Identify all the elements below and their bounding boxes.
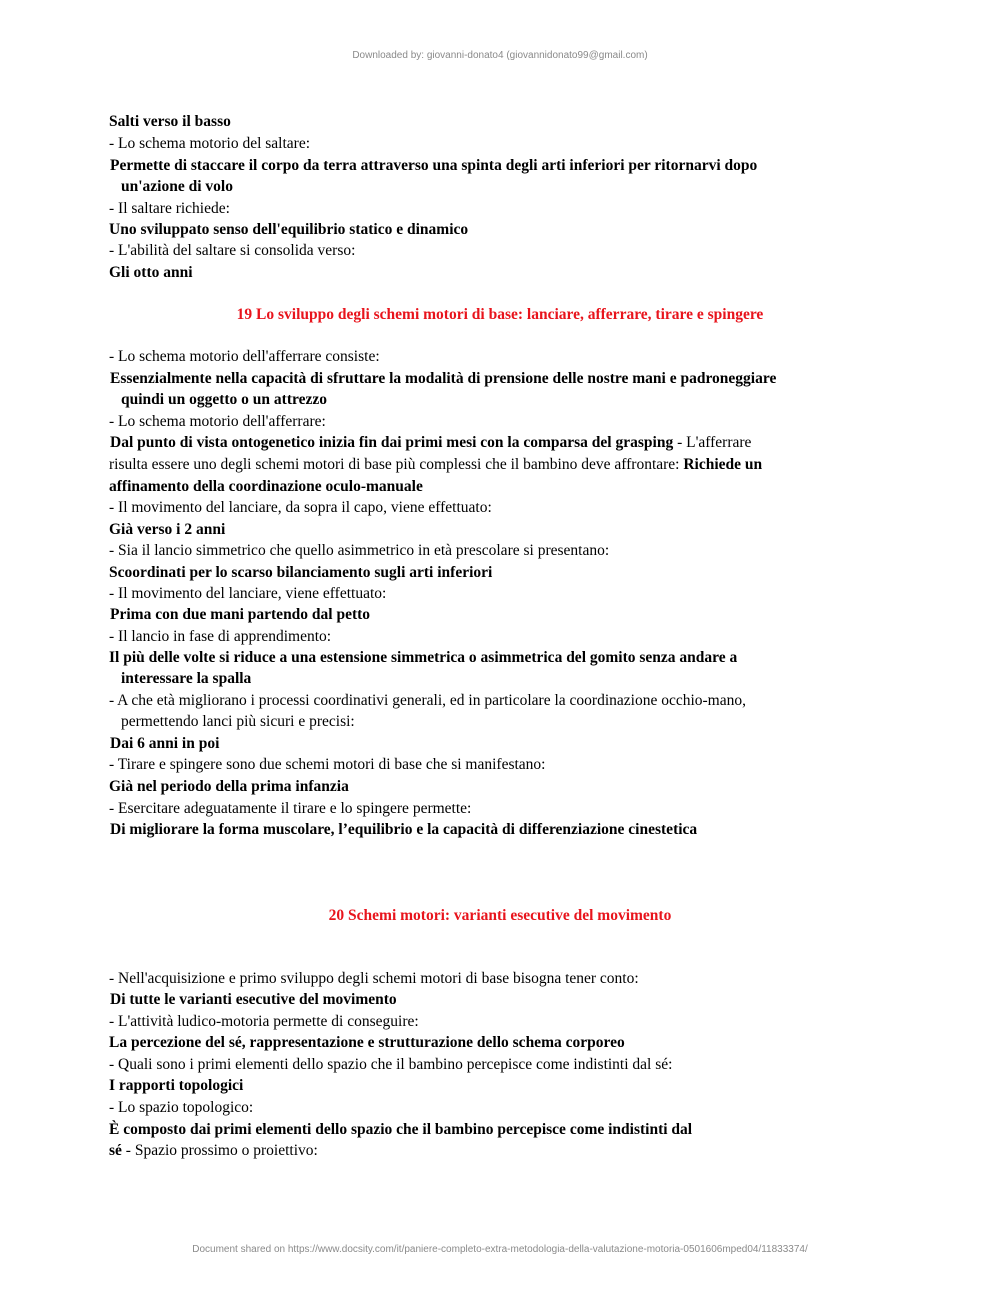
question-line: - Esercitare adeguatamente il tirare e lo spingere permette:: [109, 800, 472, 817]
question-line: - A che età migliorano i processi coordinativi generali, ed in particolare la coordinazione occhio-mano,: [109, 692, 746, 709]
answer-line: quindi un oggetto o un attrezzo: [121, 391, 327, 408]
answer-line: Gli otto anni: [109, 264, 193, 281]
answer-text: sé: [109, 1142, 122, 1159]
question-text: - Spazio prossimo o proiettivo:: [121, 1142, 318, 1159]
answer-line: un'azione di volo: [121, 178, 233, 195]
question-line: - Il saltare richiede:: [109, 200, 230, 217]
answer-text: Richiede un: [683, 456, 763, 473]
answer-line: È composto dai primi elementi dello spazio che il bambino percepisce come indistinti dal: [109, 1121, 693, 1138]
question-line: - Sia il lancio simmetrico che quello asimmetrico in età prescolare si presentano:: [109, 542, 610, 559]
download-note: Downloaded by: giovanni-donato4 (giovannidonato99@gmail.com): [352, 50, 648, 61]
answer-line: Già nel periodo della prima infanzia: [109, 778, 349, 795]
answer-line: Essenzialmente nella capacità di sfruttare la modalità di prensione delle nostre mani e padroneggiare: [110, 370, 777, 387]
answer-line: I rapporti topologici: [109, 1077, 244, 1094]
question-line: - Tirare e spingere sono due schemi motori di base che si manifestano:: [109, 756, 546, 773]
answer-line: affinamento della coordinazione oculo-manuale: [109, 478, 423, 495]
answer-line: La percezione del sé, rappresentazione e strutturazione dello schema corporeo: [109, 1034, 625, 1051]
question-line: - Quali sono i primi elementi dello spazio che il bambino percepisce come indistinti dal sé:: [109, 1056, 673, 1073]
answer-line: Permette di staccare il corpo da terra attraverso una spinta degli arti inferiori per ritornarvi dopo: [110, 157, 758, 174]
question-line: - L'attività ludico-motoria permette di conseguire:: [109, 1013, 419, 1030]
answer-line: Scoordinati per lo scarso bilanciamento sugli arti inferiori: [109, 564, 493, 581]
answer-line: Di migliorare la forma muscolare, l’equilibrio e la capacità di differenziazione cinestetica: [110, 821, 698, 838]
question-line: - Lo schema motorio del saltare:: [109, 135, 311, 152]
answer-line: Il più delle volte si riduce a una estensione simmetrica o asimmetrica del gomito senza andare a: [109, 649, 738, 666]
answer-line: interessare la spalla: [121, 670, 252, 687]
question-line: - Il movimento del lanciare, da sopra il capo, viene effettuato:: [109, 499, 492, 516]
question-line: - Il movimento del lanciare, viene effettuato:: [109, 585, 387, 602]
section-20-title: 20 Schemi motori: varianti esecutive del movimento: [328, 907, 672, 924]
shared-link-note: Document shared on https://www.docsity.com/it/paniere-completo-extra-metodologia-della-valutazione-motoria-0501606mped04/11833374/: [192, 1244, 808, 1255]
section-19-title: 19 Lo sviluppo degli schemi motori di base: lanciare, afferrare, tirare e spingere: [236, 306, 764, 323]
answer-line: Dai 6 anni in poi: [110, 735, 220, 752]
question-line: - Il lancio in fase di apprendimento:: [109, 628, 332, 645]
answer-line: Uno sviluppato senso dell'equilibrio statico e dinamico: [109, 221, 469, 238]
question-line: - Lo schema motorio dell'afferrare:: [109, 413, 326, 430]
mixed-line: [109, 433, 909, 453]
body-text: risulta essere uno degli schemi motori di base più complessi che il bambino deve affrontare:: [109, 456, 684, 473]
heading-salti: Salti verso il basso: [109, 113, 231, 130]
question-line: - Lo spazio topologico:: [109, 1099, 254, 1116]
question-line: - Nell'acquisizione e primo sviluppo degli schemi motori di base bisogna tener conto:: [109, 970, 639, 987]
answer-line: Prima con due mani partendo dal petto: [110, 606, 371, 623]
answer-line: Di tutte le varianti esecutive del movimento: [110, 991, 397, 1008]
question-line: permettendo lanci più sicuri e precisi:: [121, 713, 355, 730]
question-line: - Lo schema motorio dell'afferrare consiste:: [109, 348, 380, 365]
question-text: - L'afferrare: [673, 434, 752, 451]
question-line: - L'abilità del saltare si consolida verso:: [109, 242, 356, 259]
mixed-line: [109, 1141, 909, 1161]
answer-text: Dal punto di vista ontogenetico inizia fin dai primi mesi con la comparsa del grasping: [110, 434, 674, 451]
answer-line: Già verso i 2 anni: [109, 521, 226, 538]
mixed-line: [109, 455, 909, 475]
